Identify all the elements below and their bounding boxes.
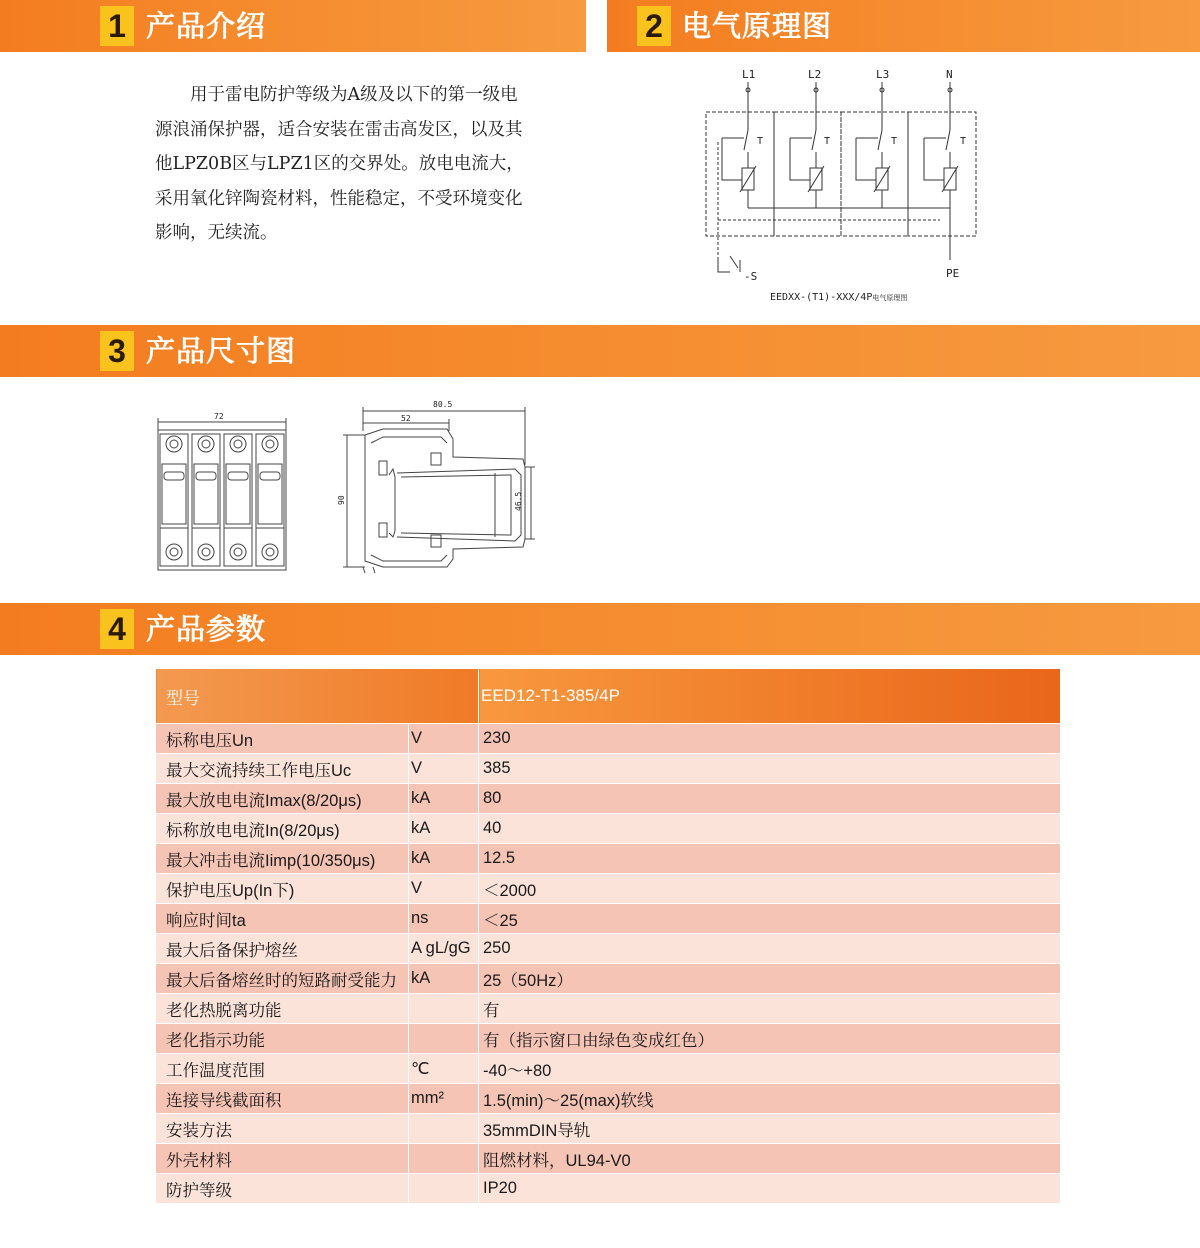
phase-branch	[924, 82, 958, 208]
section-title: 产品参数	[146, 612, 267, 646]
param-unit	[409, 1114, 479, 1144]
param-name: 外壳材料	[156, 1144, 409, 1174]
param-unit: V	[409, 754, 479, 784]
table-row	[156, 1144, 1061, 1174]
phase-branch	[790, 82, 824, 208]
param-value: 385	[479, 754, 1061, 784]
model-label: 型号	[156, 669, 479, 724]
section-header-schematic	[607, 0, 1200, 52]
param-unit: kA	[409, 784, 479, 814]
parameters-table	[155, 668, 1061, 1204]
product-intro-text	[155, 78, 535, 251]
dim-base-depth: 52	[401, 414, 411, 423]
param-unit: mm²	[409, 1084, 479, 1114]
param-name: 标称放电电流In(8/20μs)	[156, 814, 409, 844]
param-name: 老化热脱离功能	[156, 994, 409, 1024]
dim-front-height: 46.5	[514, 491, 523, 511]
param-value: 35mmDIN导轨	[479, 1114, 1061, 1144]
table-row	[156, 754, 1061, 784]
pole-module	[192, 434, 220, 566]
table-row	[156, 964, 1061, 994]
param-value: 230	[479, 724, 1061, 754]
table-header-row	[156, 669, 1061, 724]
section-title: 产品介绍	[146, 9, 267, 43]
param-value: 25（50Hz）	[479, 964, 1061, 994]
section-number: 2	[637, 6, 671, 46]
table-row	[156, 874, 1061, 904]
param-value: ＜25	[479, 904, 1061, 934]
pole-module	[224, 434, 252, 566]
phase-branch	[856, 82, 890, 208]
phase-branch	[722, 82, 756, 208]
param-name: 响应时间ta	[156, 904, 409, 934]
param-name: 工作温度范围	[156, 1054, 409, 1084]
table-row	[156, 1084, 1061, 1114]
pe-label: PE	[946, 267, 960, 280]
param-name: 最大后备熔丝时的短路耐受能力	[156, 964, 409, 994]
phase-label: L1	[742, 68, 756, 81]
section-number: 4	[100, 609, 134, 649]
param-unit: V	[409, 724, 479, 754]
param-name: 最大冲击电流Iimp(10/350μs)	[156, 844, 409, 874]
section-header-params	[0, 603, 1200, 655]
table-row	[156, 904, 1061, 934]
table-row	[156, 994, 1061, 1024]
param-unit: ns	[409, 904, 479, 934]
param-name: 最大放电电流Imax(8/20μs)	[156, 784, 409, 814]
param-name: 最大交流持续工作电压Uc	[156, 754, 409, 784]
switch-label: T	[757, 136, 764, 147]
param-unit	[409, 1144, 479, 1174]
param-value: 250	[479, 934, 1061, 964]
param-name: 连接导线截面积	[156, 1084, 409, 1114]
phase-label: L3	[876, 68, 890, 81]
table-row	[156, 724, 1061, 754]
table-row	[156, 814, 1061, 844]
dim-overall-depth: 80.5	[433, 400, 453, 409]
phase-label: N	[946, 68, 953, 81]
pole-module	[160, 434, 188, 566]
remote-signal-label: -S	[744, 270, 758, 283]
intro-line: 稳定，不受环境变化影响，无续流。	[155, 188, 523, 243]
dim-height: 90	[337, 495, 346, 505]
switch-label: T	[891, 136, 898, 147]
dimension-side-view	[335, 395, 540, 580]
intro-line: 用于雷电防护等级为A级及以下的第一	[190, 85, 483, 105]
param-value: 阻燃材料，UL94-V0	[479, 1144, 1061, 1174]
param-unit	[409, 1024, 479, 1054]
dim-width: 72	[214, 412, 224, 421]
intro-line: 区，以及其他LPZ0B区与LPZ1区的交界处。	[155, 119, 523, 174]
table-row	[156, 844, 1061, 874]
param-value: -40～+80	[479, 1054, 1061, 1084]
switch-label: T	[824, 136, 831, 147]
table-row	[156, 1174, 1061, 1204]
pole-module	[256, 434, 284, 566]
section-header-intro	[0, 0, 586, 52]
phase-label: L2	[808, 68, 822, 81]
param-value: ＜2000	[479, 874, 1061, 904]
section-title: 产品尺寸图	[146, 334, 297, 368]
param-unit: kA	[409, 964, 479, 994]
schematic-caption: EEDXX-(T1)-XXX/4P电气原理图	[770, 292, 908, 303]
table-row	[156, 1054, 1061, 1084]
param-unit	[409, 994, 479, 1024]
intro-line: 放电电流大，采用氧化锌陶瓷材料，性能	[155, 154, 524, 209]
param-unit: ℃	[409, 1054, 479, 1084]
param-unit: V	[409, 874, 479, 904]
param-name: 老化指示功能	[156, 1024, 409, 1054]
param-name: 标称电压Un	[156, 724, 409, 754]
param-value: 有	[479, 994, 1061, 1024]
param-unit	[409, 1174, 479, 1204]
switch-label: T	[960, 136, 967, 147]
param-value: 40	[479, 814, 1061, 844]
param-name: 防护等级	[156, 1174, 409, 1204]
table-row	[156, 934, 1061, 964]
model-value: EED12-T1-385/4P	[479, 669, 1061, 724]
param-name: 保护电压Up(In下)	[156, 874, 409, 904]
param-value: 1.5(min)～25(max)软线	[479, 1084, 1061, 1114]
param-value: IP20	[479, 1174, 1061, 1204]
section-header-dimensions	[0, 325, 1200, 377]
dimension-front-view	[150, 410, 300, 580]
table-row	[156, 784, 1061, 814]
table-row	[156, 1114, 1061, 1144]
section-number: 1	[100, 6, 134, 46]
section-number: 3	[100, 331, 134, 371]
param-unit: kA	[409, 814, 479, 844]
param-name: 最大后备保护熔丝	[156, 934, 409, 964]
electrical-schematic	[690, 60, 990, 310]
intro-line: 级电源浪涌保护器，适合安装在雷击高发	[155, 85, 518, 140]
param-value: 80	[479, 784, 1061, 814]
param-unit: kA	[409, 844, 479, 874]
param-unit: A gL/gG	[409, 934, 479, 964]
table-row	[156, 1024, 1061, 1054]
section-title: 电气原理图	[682, 9, 833, 43]
param-name: 安装方法	[156, 1114, 409, 1144]
param-value: 12.5	[479, 844, 1061, 874]
param-value: 有（指示窗口由绿色变成红色）	[479, 1024, 1061, 1054]
